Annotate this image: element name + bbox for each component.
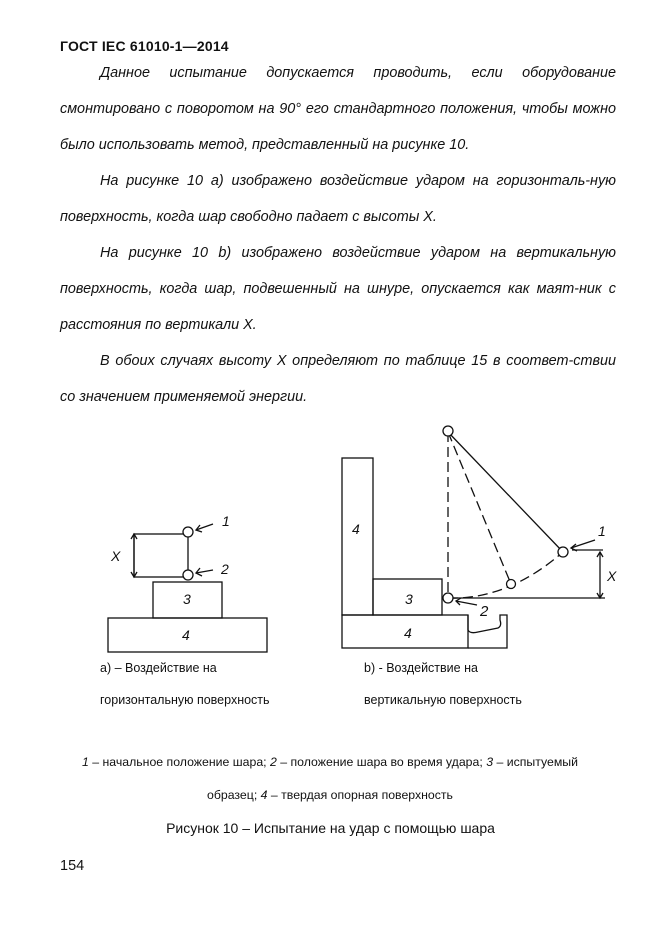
- paragraph-2: На рисунке 10 а) изображено воздействие ударом на горизонталь-ную поверхность, когда шар свободно падает с высоты X.: [60, 173, 616, 225]
- ball-initial-a: [183, 527, 193, 537]
- label-1-a: 1: [222, 513, 230, 529]
- ball-impact-a: [183, 570, 193, 580]
- test-sample-b: [373, 579, 442, 615]
- figure-a: [108, 524, 267, 652]
- caption-a-line2: горизонтальную поверхность: [100, 693, 270, 707]
- paragraph-4: В обоих случаях высоту X определяют по таблице 15 в соответ-ствии со значением применяемой энергии.: [60, 353, 616, 405]
- label-4-b-vertical: 4: [352, 521, 360, 537]
- caption-b-line1: b) - Воздействие на: [364, 661, 478, 675]
- label-1-b: 1: [598, 523, 606, 539]
- paragraph-1: Данное испытание допускается проводить, если оборудование смонтировано с поворотом на 90° его стандартного положения, чтобы можно было использовать метод, представленный на рисунке 10.: [60, 65, 616, 153]
- label-2-a: 2: [221, 561, 229, 577]
- support-surface-b: [342, 615, 468, 648]
- swing-path: [448, 552, 563, 598]
- vertical-support-b: [342, 458, 373, 615]
- label-3-b: 3: [405, 591, 413, 607]
- label-4-a: 4: [182, 627, 190, 643]
- caption-b-line2: вертикальную поверхность: [364, 693, 522, 707]
- ball-impact-b: [443, 593, 453, 603]
- ball-intermediate-b: [507, 580, 516, 589]
- page-number: 154: [60, 858, 85, 874]
- test-sample-a: [153, 582, 222, 618]
- figure-title: Рисунок 10 – Испытание на удар с помощью шара: [166, 820, 495, 836]
- cord-initial: [448, 432, 563, 552]
- drop-height-frame: [134, 534, 188, 577]
- support-notch-b: [468, 615, 507, 648]
- support-surface-a: [108, 618, 267, 652]
- figure-legend-line1: 1 – начальное положение шара; 2 – положение шара во время удара; 3 – испытуемый: [81, 755, 579, 769]
- label-2-b: 2: [480, 603, 489, 620]
- label-3-a: 3: [183, 591, 191, 607]
- caption-a-line1: а) – Воздействие на: [100, 661, 217, 675]
- document-header: ГОСТ IEC 61010-1—2014: [60, 38, 229, 54]
- figure-legend-line2: образец; 4 – твердая опорная поверхность: [207, 788, 453, 802]
- label-x-a: X: [111, 548, 121, 564]
- ball-initial-b: [558, 547, 568, 557]
- pivot-point: [443, 426, 453, 436]
- cord-intermediate: [448, 432, 511, 584]
- figure-b: [342, 426, 605, 648]
- label-x-b: X: [607, 568, 617, 584]
- paragraph-3: На рисунке 10 b) изображено воздействие ударом на вертикальную поверхность, когда шар, подвешенный на шнуре, опускается как маят-ник с расстояния по вертикали X.: [60, 245, 616, 333]
- label-4-b: 4: [404, 625, 412, 641]
